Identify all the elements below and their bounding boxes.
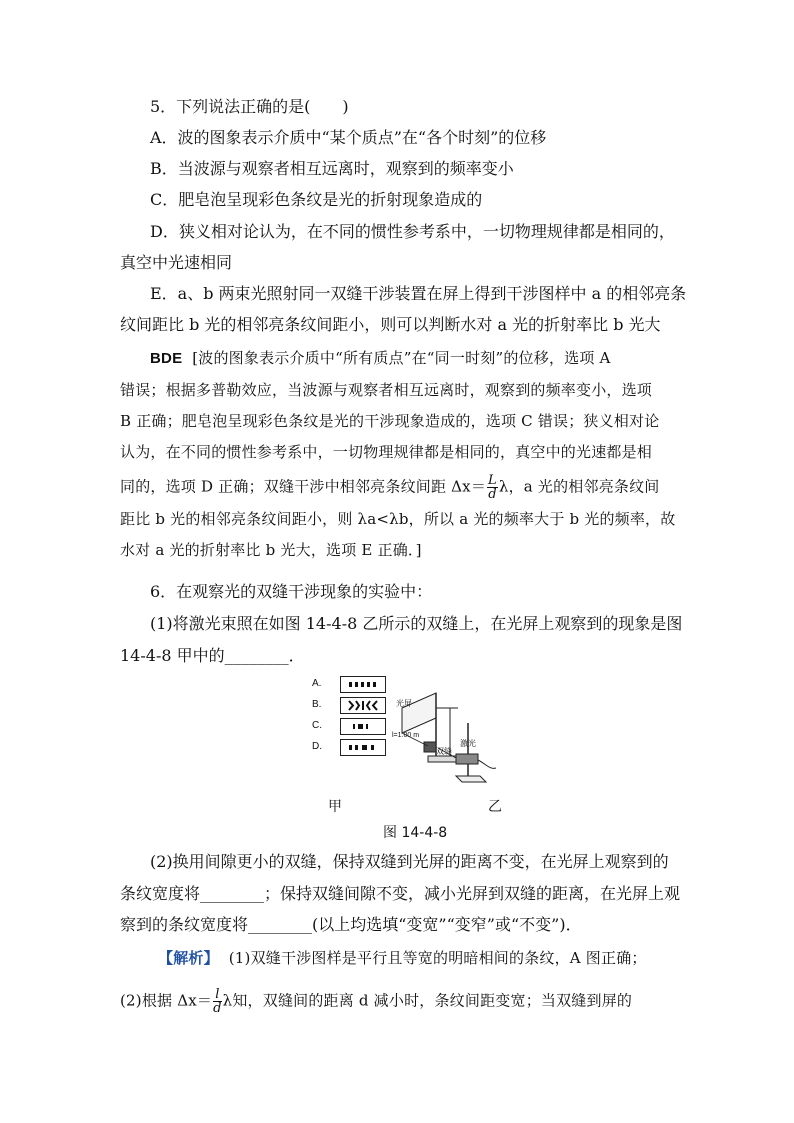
q5-exp5b: λ，a 光的相邻亮条纹间 <box>498 477 660 496</box>
q5-explanation-line7: 水对 a 光的折射率比 b 光大，选项 E 正确．] <box>120 541 422 559</box>
label-jia: 甲 <box>328 799 342 815</box>
q5-option-e-line1: E．a、b 两束光照射同一双缝干涉装置在屏上得到干涉图样中 a 的相邻亮条 <box>150 284 687 303</box>
fig-option-label-c: C. <box>312 720 322 731</box>
q5-stem: 5．下列说法正确的是( ) <box>150 97 349 116</box>
q5-explanation-line4: 认为，在不同的惯性参考系中，一切物理规律都是相同的，真空中的光速都是相 <box>120 443 653 461</box>
pattern-b <box>340 697 386 714</box>
q5-explanation-line3: B 正确；肥皂泡呈现彩色条纹是光的干涉现象造成的，选项 C 错误；狭义相对论 <box>120 412 660 430</box>
fig-option-label-b: B. <box>312 699 322 710</box>
pattern-c <box>340 718 386 735</box>
q5-explanation-line6: 距比 b 光的相邻亮条纹间距小，则 λa<λb，所以 a 光的频率大于 b 光的频率，故 <box>120 510 676 528</box>
q6-part1-line1: (1)将激光束照在如图 14-4-8 乙所示的双缝上，在光屏上观察到的现象是图 <box>150 614 683 633</box>
distance-label: l=1.00 m <box>392 732 420 739</box>
fig-option-label-d: D. <box>312 741 322 752</box>
pattern-a <box>340 676 386 693</box>
label-yi: 乙 <box>488 799 502 815</box>
pattern-d <box>340 739 386 756</box>
q5-exp5a: 同的，选项 D 正确；双缝干涉中相邻亮条纹间距 Δx＝ <box>120 477 487 496</box>
q6-stem: 6．在观察光的双缝干涉现象的实验中： <box>150 582 433 601</box>
fraction-l-over-d <box>487 474 498 501</box>
q5-option-c: C．肥皂泡呈现彩色条纹是光的折射现象造成的 <box>150 190 483 209</box>
fraction-l-over-d-2 <box>213 988 222 1015</box>
q5-explanation-line1 <box>150 347 611 370</box>
analysis-text1: (1)双缝干涉图样是平行且等宽的明暗相间的条纹，A 图正确； <box>228 949 647 967</box>
fig-option-label-a: A. <box>312 678 322 689</box>
figure-14-4-8 <box>300 668 500 828</box>
q6-part1-line2: 14-4-8 甲中的________． <box>120 646 305 665</box>
q6-part2-line2: 条纹宽度将________；保持双缝间隙不变，减小光屏到双缝的距离，在光屏上观 <box>120 884 681 903</box>
q6-part2-line1: (2)换用间隙更小的双缝，保持双缝到光屏的距离不变，在光屏上观察到的 <box>150 852 669 871</box>
q5-explanation-line2: 错误；根据多普勒效应，当波源与观察者相互远离时，观察到的频率变小，选项 <box>120 381 653 399</box>
figure-caption: 图 14-4-8 <box>383 825 448 841</box>
slit-label: 双缝 <box>436 747 452 756</box>
q5-exp-text1: [波的图象表示介质中“所有质点”在“同一时刻”的位移，选项 A <box>192 349 611 367</box>
q5-option-d-line1: D．狭义相对论认为，在不同的惯性参考系中，一切物理规律都是相同的， <box>150 222 675 241</box>
analysis-text2b: λ知，双缝间的距离 d 减小时，条纹间距变宽；当双缝到屏的 <box>222 991 633 1010</box>
screen-label: 光屏 <box>396 699 412 708</box>
laser-label: 激光 <box>460 739 476 748</box>
q5-option-e-line2: 纹间距比 b 光的相邻亮条纹间距小，则可以判断水对 a 光的折射率比 b 光大 <box>120 315 661 334</box>
q5-explanation-line5 <box>120 474 660 501</box>
analysis-text2a: (2)根据 Δx＝ <box>120 991 213 1010</box>
frac2-den: d <box>213 1001 222 1016</box>
apparatus-diagram <box>388 668 498 783</box>
frac-num: L <box>488 473 497 488</box>
frac2-num: l <box>213 988 222 1002</box>
analysis-label: 【解析】 <box>158 949 219 967</box>
q5-option-d-line2: 真空中光速相同 <box>120 253 233 272</box>
q6-part2-line3: 察到的条纹宽度将________(以上均选填“变宽”“变窄”或“不变”)． <box>120 915 582 934</box>
q6-analysis-line1 <box>158 947 647 969</box>
q5-answer: BDE <box>150 350 183 367</box>
q6-analysis-line2 <box>120 988 632 1015</box>
q5-option-b: B．当波源与观察者相互远离时，观察到的频率变小 <box>150 159 514 178</box>
q5-option-a: A．波的图象表示介质中“某个质点”在“各个时刻”的位移 <box>150 128 547 147</box>
frac-den: d <box>488 487 497 502</box>
